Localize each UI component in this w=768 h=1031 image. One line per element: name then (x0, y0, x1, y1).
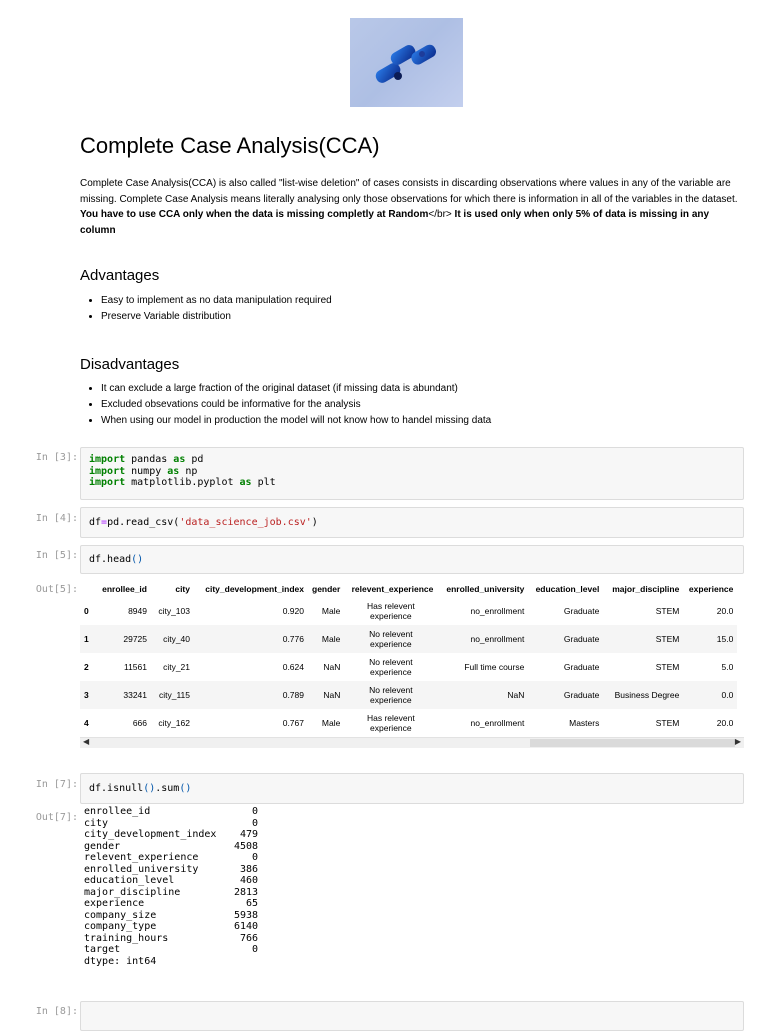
row-index: 0 (84, 606, 89, 616)
table-row (80, 653, 737, 681)
table-cell: 20.0 (716, 606, 734, 616)
output-line: company_type 6140 (84, 921, 259, 932)
table-header-row (80, 580, 737, 597)
table-cell: 0.767 (282, 718, 304, 728)
column-header: enrollee_id (102, 583, 147, 594)
column-header: major_discipline (612, 583, 680, 594)
code-keyword: as (167, 465, 180, 477)
code-text: df (89, 517, 102, 528)
dataframe-table (80, 580, 737, 737)
row-index: 3 (80, 681, 94, 709)
advantages-list (80, 293, 332, 325)
logo-image (350, 18, 463, 107)
table-cell: Graduate (528, 625, 603, 653)
code-keyword: import (89, 477, 126, 488)
code-text: plt (251, 477, 276, 488)
column-header (80, 580, 94, 597)
output-line: relevent_experience 0 (84, 852, 258, 863)
code-keyword: import (89, 465, 126, 477)
code-text: df.isnull (89, 783, 144, 794)
code-text: ) (311, 517, 318, 528)
column-header: city_development_index (205, 583, 304, 594)
code-text: matplotlib.pyplot (125, 477, 240, 488)
table-cell: No relevent experience (344, 625, 437, 653)
table-cell: Has relevent experience (366, 713, 415, 733)
table-cell: city_103 (158, 606, 190, 616)
table-cell: Male (321, 606, 341, 616)
disadvantage-item: • It can exclude a large fraction of the original dataset (if missing data is abundant) (101, 381, 491, 397)
code-text: .sum (155, 783, 180, 794)
horizontal-scrollbar[interactable] (80, 737, 744, 748)
table-cell: city_115 (151, 681, 194, 709)
table-cell: no_enrollment (470, 606, 525, 616)
output-line: major_discipline 2813 (84, 886, 259, 898)
table-cell: 8949 (128, 606, 147, 616)
output-prompt: Out[5]: (35, 584, 78, 595)
code-parens: () (143, 783, 156, 794)
table-cell: Full time course (464, 662, 525, 672)
column-header: relevent_experience (351, 583, 434, 594)
intro-bold-1: You have to use CCA only when the data is missing completly at Random (80, 209, 429, 220)
column-header: education_level (535, 583, 600, 594)
output-line: city_development_index 479 (84, 829, 258, 840)
table-cell: Graduate (563, 606, 600, 616)
code-string: 'data_science_job.csv' (179, 517, 312, 528)
dtype-line: dtype: int64 (84, 955, 157, 967)
code-cell-next[interactable] (80, 1001, 744, 1031)
code-text: pd (185, 454, 204, 465)
table-cell: NaN (323, 662, 341, 672)
input-prompt: In [4]: (35, 513, 78, 524)
advantages-heading: Advantages (80, 267, 160, 284)
table-cell: NaN (308, 681, 344, 709)
table-cell: city_21 (163, 662, 190, 672)
table-cell: city_162 (158, 718, 190, 728)
code-text: numpy (125, 465, 168, 477)
intro-text: Complete Case Analysis(CCA) is also called "list-wise deletion" of cases consists in discarding observations where values in any of the variable are missing. Complete Case Analysis means literally analysing only those observations for which there is information in all of the variables in the dataset. (80, 178, 738, 205)
table-cell: STEM (603, 625, 683, 653)
row-index: 4 (84, 718, 89, 728)
code-operator: = (101, 517, 108, 528)
table-row (80, 625, 737, 653)
input-prompt: In [3]: (35, 452, 78, 463)
column-header: gender (312, 583, 341, 594)
table-row (80, 597, 737, 625)
table-cell: 0.789 (194, 681, 308, 709)
table-cell: 20.0 (716, 718, 734, 728)
advantage-item: • Easy to implement as no data manipulation required (101, 293, 332, 309)
input-prompt: In [5]: (35, 550, 78, 561)
column-header: enrolled_university (446, 583, 525, 594)
output-line: target 0 (84, 944, 258, 955)
disadvantages-heading: Disadvantages (80, 356, 180, 373)
table-cell: STEM (655, 606, 680, 616)
table-cell: 666 (132, 718, 147, 728)
output-line: enrolled_university 386 (84, 863, 258, 875)
output-line: gender 4508 (84, 840, 259, 852)
code-keyword: as (173, 454, 186, 465)
code-parens: () (131, 554, 144, 565)
code-cell-imports[interactable] (80, 447, 744, 500)
input-prompt: In [7]: (35, 779, 78, 790)
intro-br-text: </br> (428, 209, 452, 220)
output-line: city 0 (84, 817, 258, 829)
table-cell: No relevent experience (344, 681, 437, 709)
table-cell: Male (321, 718, 341, 728)
output-line: enrollee_id 0 (84, 806, 258, 817)
code-parens: () (179, 783, 192, 794)
code-text: pd.read_csv( (107, 517, 180, 528)
table-cell: STEM (655, 718, 680, 728)
code-cell-isnull[interactable] (80, 773, 744, 804)
disadvantages-list (80, 381, 491, 429)
code-text: np (179, 465, 198, 477)
logo-mark-icon (350, 18, 463, 107)
column-header: city (175, 583, 190, 594)
table-cell: no_enrollment (470, 718, 525, 728)
output-line: experience 65 (84, 898, 258, 909)
table-cell: Business Degree (603, 681, 683, 709)
table-cell: 0.624 (282, 662, 304, 672)
output-prompt: Out[7]: (35, 812, 78, 823)
table-cell: NaN (437, 681, 528, 709)
table-cell: Male (308, 625, 344, 653)
table-cell: No relevent experience (369, 657, 413, 677)
code-cell-read-csv[interactable] (80, 507, 744, 538)
page-title: Complete Case Analysis(CCA) (80, 133, 380, 158)
table-cell: 0.0 (683, 681, 737, 709)
table-cell: 0.776 (194, 625, 308, 653)
advantage-item: • Preserve Variable distribution (101, 309, 332, 325)
scroll-thumb[interactable] (530, 739, 735, 747)
disadvantage-item: • When using our model in production the model will not know how to handel missing data (101, 413, 491, 429)
code-cell-head[interactable] (80, 545, 744, 574)
code-keyword: as (239, 477, 252, 488)
table-cell: Graduate (563, 662, 600, 672)
row-index: 1 (80, 625, 94, 653)
code-text: pandas (125, 454, 174, 465)
table-row (80, 709, 737, 737)
disadvantage-item: • Excluded obsevations could be informative for the analysis (101, 397, 491, 413)
table-cell: Graduate (528, 681, 603, 709)
table-cell: 33241 (94, 681, 151, 709)
table-cell: 15.0 (683, 625, 737, 653)
null-count-output (84, 806, 258, 967)
table-cell: city_40 (151, 625, 194, 653)
output-line: company_size 5938 (84, 909, 259, 921)
table-cell: Masters (569, 718, 600, 728)
table-cell: 29725 (94, 625, 151, 653)
code-text: df.head (89, 554, 132, 565)
scroll-left-icon[interactable]: ◀ (83, 737, 90, 746)
column-header: experience (688, 583, 734, 594)
input-prompt: In [8]: (35, 1006, 78, 1017)
table-cell: 5.0 (721, 662, 734, 672)
code-keyword: import (89, 454, 126, 465)
output-line: training_hours 766 (84, 932, 258, 944)
intro-bold-2: It is used only when only 5% of data is missing in any column (80, 209, 710, 236)
table-cell: Has relevent experience (366, 601, 415, 621)
scroll-right-icon[interactable]: ▶ (734, 737, 741, 746)
intro-paragraph (80, 176, 740, 238)
table-cell: 0.920 (282, 606, 304, 616)
table-cell: no_enrollment (437, 625, 528, 653)
table-cell: 11561 (123, 662, 147, 672)
output-line: education_level 460 (84, 875, 258, 886)
table-cell: STEM (655, 662, 680, 672)
table-row (80, 681, 737, 709)
row-index: 2 (84, 662, 89, 672)
